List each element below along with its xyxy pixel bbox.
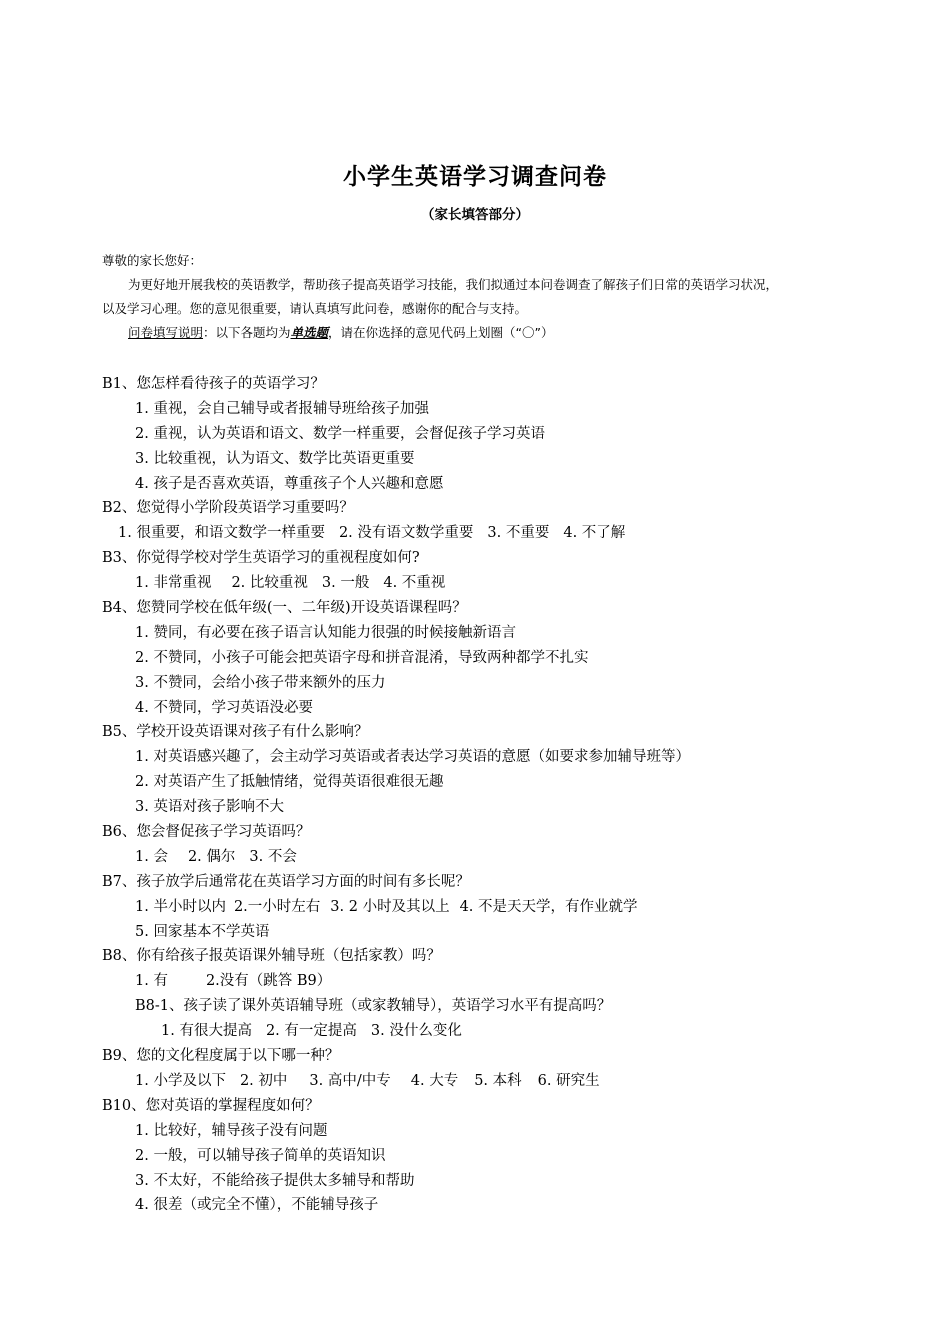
options-b8-1 — [102, 1019, 862, 1044]
intro-paragraph-line1: 为更好地开展我校的英语教学，帮助孩子提高英语学习技能，我们拟通过本问卷调查了解孩子们日常的英语学习状况， — [128, 277, 779, 292]
option-b10-4[interactable]: 4. 很差（或完全不懂），不能辅导孩子 — [135, 1197, 379, 1214]
question-b4: B4、您赞同学校在低年级(一、二年级)开设英语课程吗？ — [102, 600, 467, 617]
question-b7: B7、孩子放学后通常花在英语学习方面的时间有多长呢？ — [102, 873, 470, 890]
option-b8-1-2[interactable]: 2. 有一定提高 — [265, 1023, 357, 1040]
option-b1-1[interactable]: 1. 重视，会自己辅导或者报辅导班给孩子加强 — [135, 400, 429, 417]
question-b8-1: B8-1、孩子读了课外英语辅导班（或家教辅导），英语学习水平有提高吗？ — [135, 998, 612, 1015]
option-b2-3[interactable]: 3. 不重要 — [487, 525, 550, 542]
option-b7-2[interactable]: 2.一小时左右 — [233, 898, 321, 915]
option-b1-4[interactable]: 4. 孩子是否喜欢英语，尊重孩子个人兴趣和意愿 — [135, 475, 444, 492]
question-b5: B5、学校开设英语课对孩子有什么影响？ — [102, 724, 369, 741]
option-b2-1[interactable]: 1. 很重要，和语文数学一样重要 — [118, 525, 325, 542]
option-b10-2[interactable]: 2. 一般，可以辅导孩子简单的英语知识 — [135, 1147, 386, 1164]
page-subtitle: （家长填答部分） — [421, 207, 529, 223]
question-b3: B3、你觉得学校对学生英语学习的重视程度如何? — [102, 550, 420, 567]
option-b7-1[interactable]: 1. 半小时以内 — [135, 898, 226, 915]
option-b1-3[interactable]: 3. 比较重视，认为语文、数学比英语更重要 — [135, 450, 415, 467]
option-b3-1[interactable]: 1. 非常重视 — [135, 575, 212, 592]
option-b4-1[interactable]: 1. 赞同，有必要在孩子语言认知能力很强的时候接触新语言 — [135, 624, 516, 641]
option-b9-1[interactable]: 1. 小学及以下 — [135, 1072, 226, 1089]
question-b9: B9、您的文化程度属于以下哪一种？ — [102, 1048, 340, 1065]
option-b5-1[interactable]: 1. 对英语感兴趣了，会主动学习英语或者表达学习英语的意愿（如要求参加辅导班等） — [135, 749, 690, 766]
option-b8-1[interactable]: 1. 有 — [135, 973, 168, 990]
option-b6-3[interactable]: 3. 不会 — [249, 848, 297, 865]
options-b9 — [102, 1069, 862, 1094]
instructions-text: ：以下各题均为 — [203, 325, 291, 340]
option-b1-2[interactable]: 2. 重视，认为英语和语文、数学一样重要，会督促孩子学习英语 — [135, 425, 545, 442]
option-b4-4[interactable]: 4. 不赞同，学习英语没必要 — [135, 699, 313, 716]
option-b10-3[interactable]: 3. 不太好，不能给孩子提供太多辅导和帮助 — [135, 1172, 415, 1189]
question-b6: B6、您会督促孩子学习英语吗？ — [102, 824, 311, 841]
option-b4-3[interactable]: 3. 不赞同，会给小孩子带来额外的压力 — [135, 674, 386, 691]
option-b9-4[interactable]: 4. 大专 — [410, 1072, 459, 1089]
greeting: 尊敬的家长您好： — [102, 253, 203, 268]
option-b7-5[interactable]: 5. 回家基本不学英语 — [135, 923, 270, 940]
question-b2: B2、您觉得小学阶段英语学习重要吗？ — [102, 500, 354, 517]
options-b2 — [102, 521, 862, 546]
options-b6 — [102, 845, 862, 870]
option-b6-2[interactable]: 2. 偶尔 — [187, 848, 236, 865]
intro-paragraph-line2: 以及学习心理。您的意见很重要，请认真填写此问卷，感谢你的配合与支持。 — [102, 301, 528, 316]
survey-questions — [102, 372, 862, 1218]
page-title: 小学生英语学习调查问卷 — [343, 164, 607, 190]
option-b9-2[interactable]: 2. 初中 — [239, 1072, 288, 1089]
options-b8 — [102, 969, 862, 994]
option-b3-3[interactable]: 3. 一般 — [321, 575, 370, 592]
option-b7-4[interactable]: 4. 不是天天学，有作业就学 — [459, 898, 638, 915]
option-b2-2[interactable]: 2. 没有语文数学重要 — [338, 525, 474, 542]
option-b9-3[interactable]: 3. 高中/中专 — [309, 1072, 391, 1089]
instructions-label: 问卷填写说明 — [128, 325, 204, 340]
option-b9-6[interactable]: 6. 研究生 — [537, 1072, 600, 1089]
instructions-end: ，请在你选择的意见代码上划圈（“〇”） — [328, 325, 554, 340]
option-b4-2[interactable]: 2. 不赞同，小孩子可能会把英语字母和拼音混淆，导致两种都学不扎实 — [135, 649, 589, 666]
option-b8-2[interactable]: 2.没有（跳答 B9） — [205, 973, 332, 990]
option-b3-4[interactable]: 4. 不重视 — [383, 575, 446, 592]
instructions-emphasis: 单选题 — [290, 325, 329, 340]
option-b2-4[interactable]: 4. 不了解 — [563, 525, 626, 542]
question-b8: B8、你有给孩子报英语课外辅导班（包括家教）吗？ — [102, 948, 441, 965]
question-b1: B1、您怎样看待孩子的英语学习？ — [102, 376, 325, 392]
options-b7 — [102, 895, 862, 920]
options-b3 — [102, 571, 862, 596]
option-b5-2[interactable]: 2. 对英语产生了抵触情绪，觉得英语很难很无趣 — [135, 774, 444, 791]
option-b8-1-1[interactable]: 1. 有很大提高 — [161, 1023, 252, 1040]
intro-section — [102, 249, 862, 345]
option-b8-1-3[interactable]: 3. 没什么变化 — [370, 1023, 462, 1040]
option-b7-3[interactable]: 3. 2 小时及其以上 — [330, 898, 450, 915]
option-b10-1[interactable]: 1. 比较好，辅导孩子没有问题 — [135, 1122, 328, 1139]
option-b6-1[interactable]: 1. 会 — [135, 848, 168, 865]
option-b5-3[interactable]: 3. 英语对孩子影响不大 — [135, 799, 284, 816]
option-b9-5[interactable]: 5. 本科 — [474, 1072, 522, 1089]
question-b10: B10、您对英语的掌握程度如何？ — [102, 1097, 320, 1114]
instructions — [102, 321, 862, 345]
option-b3-2[interactable]: 2. 比较重视 — [231, 575, 308, 592]
